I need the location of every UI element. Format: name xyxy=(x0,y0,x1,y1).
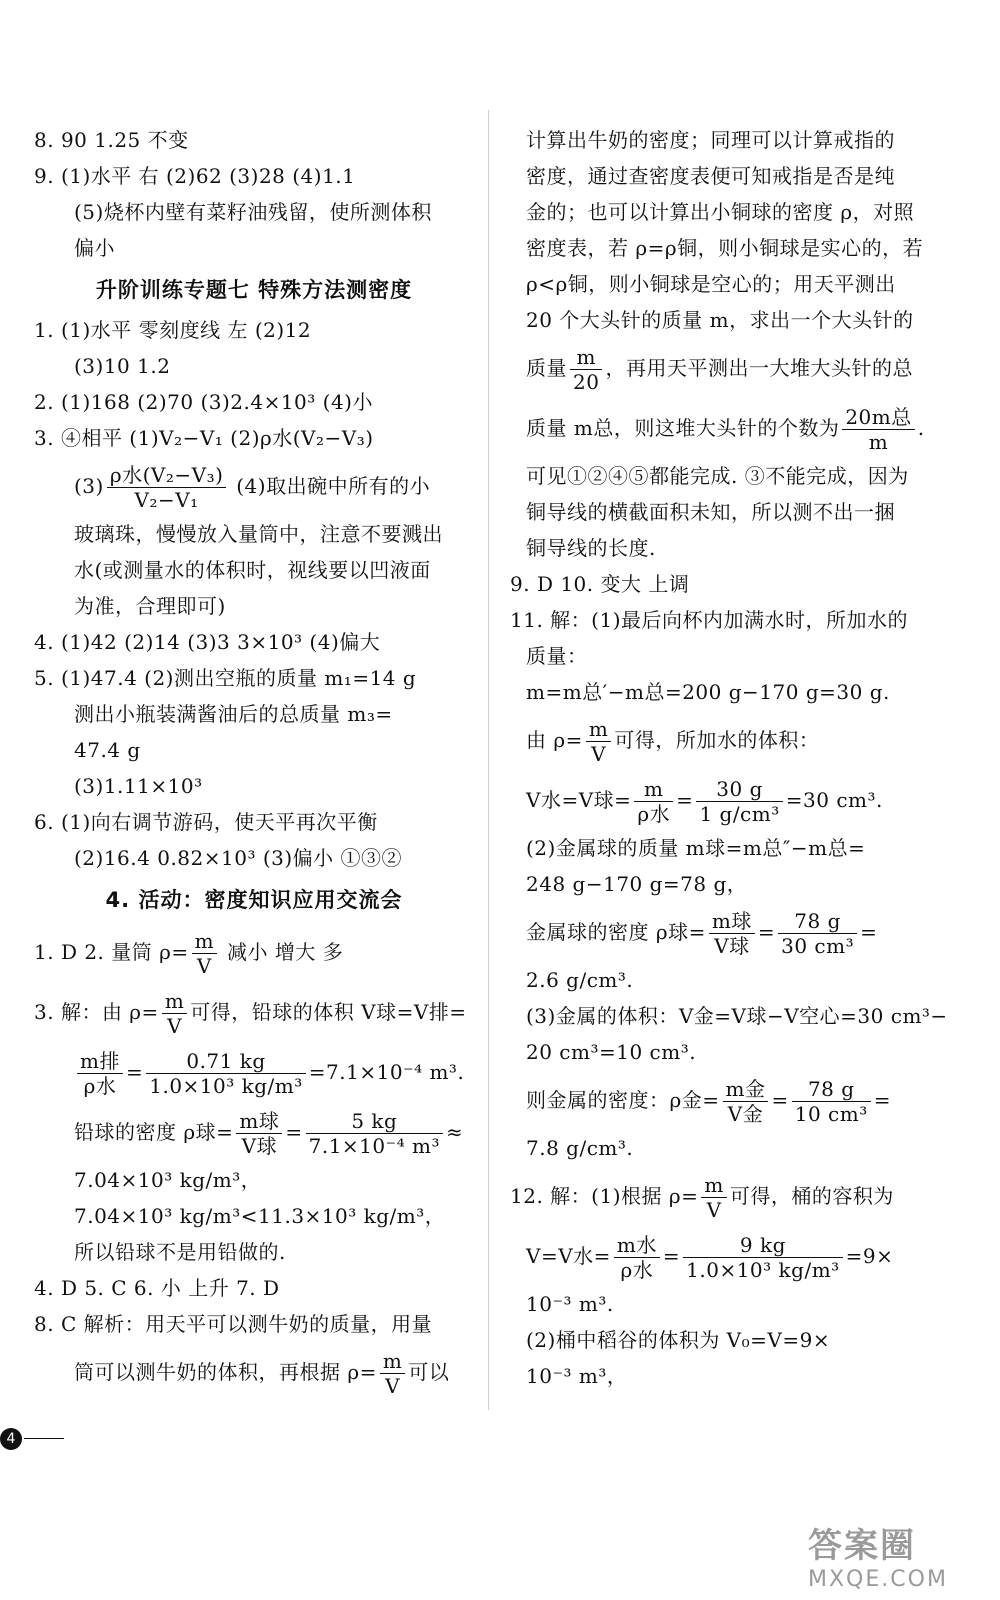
section-title-special-methods: 升阶训练专题七 特殊方法测密度 xyxy=(95,278,413,302)
answer-s7-5-line4: (3)1.11×10³ xyxy=(74,774,203,798)
answer-a-3-line4: 7.04×10³ kg/m³， xyxy=(74,1168,262,1192)
fraction xyxy=(570,345,602,394)
denominator: V₂−V₁ xyxy=(134,488,199,512)
text: 可以 xyxy=(408,1360,450,1384)
denominator: 30 cm³ xyxy=(781,934,855,958)
denominator: V金 xyxy=(727,1102,764,1126)
answer-a-11-line11: 20 cm³=10 cm³. xyxy=(526,1040,697,1064)
text: = xyxy=(662,1244,681,1268)
answer-s7-5-line3: 47.4 g xyxy=(74,738,141,762)
denominator: ρ水 xyxy=(620,1258,654,1282)
text: = xyxy=(285,1120,303,1144)
numerator: 9 kg xyxy=(683,1233,843,1258)
numerator: m xyxy=(192,929,217,954)
answer-9: 9. (1)水平 右 (2)62 (3)28 (4)1.1 xyxy=(34,164,356,188)
fraction xyxy=(709,909,755,958)
numerator: 78 g xyxy=(778,909,857,934)
text: 可得，桶的容积为 xyxy=(729,1184,894,1208)
fraction xyxy=(107,463,227,512)
answer-a-11-line2: 质量： xyxy=(526,644,588,668)
denominator: V xyxy=(385,1374,401,1398)
denominator: 1.0×10³ kg/m³ xyxy=(686,1258,840,1282)
answer-s7-3-line3: 玻璃珠，慢慢放入量筒中，注意不要溅出 xyxy=(74,522,443,546)
answer-a-8-cont-1: 计算出牛奶的密度；同理可以计算戒指的 xyxy=(526,128,895,152)
answer-a-11-line6: (2)金属球的质量 m球=m总″−m总= xyxy=(526,836,866,860)
answer-a-1-2 xyxy=(34,922,474,982)
text: 质量 xyxy=(526,356,567,380)
answer-a-12 xyxy=(510,1166,965,1226)
text: 可得，所加水的体积： xyxy=(614,728,820,752)
answer-a-4-7: 4. D 5. C 6. 小 上升 7. D xyxy=(34,1276,280,1300)
answer-a-9-10: 9. D 10. 变大 上调 xyxy=(510,572,690,596)
answer-a-8-cont-10: 铜导线的横截面积未知，所以测不出一捆 xyxy=(526,500,895,524)
answer-s7-1-line2: (3)10 1.2 xyxy=(74,354,171,378)
numerator: m金 xyxy=(723,1077,769,1102)
numerator: m xyxy=(380,1349,405,1374)
answer-a-3-line2 xyxy=(34,1042,474,1102)
text: 金属球的密度 ρ球= xyxy=(526,920,706,944)
fraction xyxy=(614,1233,660,1282)
answer-a-11: 11. 解：(1)最后向杯内加满水时，所加水的 xyxy=(510,608,908,632)
numerator: 20m总 xyxy=(842,405,914,430)
denominator: V xyxy=(167,1014,183,1038)
text: =30 cm³. xyxy=(785,788,883,812)
answer-s7-5-line2: 测出小瓶装满酱油后的总质量 m₃= xyxy=(74,702,393,726)
answer-a-12-line3: 10⁻³ m³. xyxy=(526,1292,614,1316)
text: = xyxy=(676,788,694,812)
text: ≈ xyxy=(446,1120,464,1144)
answer-a-3-line3 xyxy=(34,1102,474,1162)
answer-a-12-line5: 10⁻³ m³， xyxy=(526,1364,628,1388)
fraction xyxy=(842,405,914,454)
text: =7.1×10⁻⁴ m³. xyxy=(308,1060,465,1084)
fraction xyxy=(683,1233,843,1282)
fraction xyxy=(778,909,857,958)
answer-a-8-cont-8 xyxy=(510,398,965,458)
denominator: m xyxy=(868,430,889,454)
text: 1. D 2. 量筒 ρ= xyxy=(34,940,189,964)
watermark-logo xyxy=(808,1518,988,1592)
answer-a-3-line6: 所以铅球不是用铅做的. xyxy=(74,1240,286,1264)
numerator: ρ水(V₂−V₃) xyxy=(107,463,227,488)
denominator: V球 xyxy=(714,934,750,958)
denominator: 10 cm³ xyxy=(794,1102,868,1126)
answer-a-8: 8. C 解析：用天平可以测牛奶的质量，用量 xyxy=(34,1312,433,1336)
denominator: 1 g/cm³ xyxy=(699,802,780,826)
numerator: m排 xyxy=(77,1049,123,1074)
text: =9× xyxy=(845,1244,894,1268)
answer-a-8-cont-4: 密度表，若 ρ=ρ铜，则小铜球是实心的，若 xyxy=(526,236,924,260)
answer-a-8-cont-7 xyxy=(510,338,965,398)
fraction xyxy=(236,1109,282,1158)
answer-s7-3-line4: 水(或测量水的体积时，视线要以凹液面 xyxy=(74,558,431,582)
text: = xyxy=(873,1088,892,1112)
page-number-rule xyxy=(24,1438,64,1439)
text: (4)取出碗中所有的小 xyxy=(229,474,431,498)
numerator: m xyxy=(701,1173,726,1198)
denominator: 20 xyxy=(573,370,600,394)
answer-s7-3-line2 xyxy=(34,456,474,516)
answer-a-8-line2 xyxy=(34,1342,474,1402)
numerator: 78 g xyxy=(792,1077,871,1102)
numerator: m球 xyxy=(236,1109,282,1134)
denominator: V xyxy=(591,742,607,766)
answer-s7-3-line5: 为准，合理即可) xyxy=(74,594,226,618)
fraction xyxy=(162,989,187,1038)
numerator: 5 kg xyxy=(306,1109,443,1134)
denominator: 1.0×10³ kg/m³ xyxy=(149,1074,303,1098)
answer-a-3-line5: 7.04×10³ kg/m³<11.3×10³ kg/m³， xyxy=(74,1204,446,1228)
text: 质量 m总，则这堆大头针的个数为 xyxy=(526,416,840,440)
text: 12. 解：(1)根据 ρ= xyxy=(510,1184,699,1208)
fraction xyxy=(701,1173,726,1222)
answer-a-12-line2 xyxy=(510,1226,965,1286)
fraction xyxy=(586,717,611,766)
right-column xyxy=(510,122,965,1394)
text: 可得，铅球的体积 V球=V排= xyxy=(190,1000,467,1024)
answer-a-11-line13: 7.8 g/cm³. xyxy=(526,1136,634,1160)
text: 铅球的密度 ρ球= xyxy=(74,1120,234,1144)
numerator: 0.71 kg xyxy=(146,1049,306,1074)
fraction xyxy=(306,1109,443,1158)
text: = xyxy=(757,920,776,944)
page-number: 4 xyxy=(0,1428,22,1450)
numerator: 30 g xyxy=(696,777,782,802)
answer-s7-5: 5. (1)47.4 (2)测出空瓶的质量 m₁=14 g xyxy=(34,666,417,690)
answer-a-8-cont-6: 20 个大头针的质量 m，求出一个大头针的 xyxy=(526,308,914,332)
answer-a-11-line10: (3)金属的体积：V金=V球−V空心=30 cm³− xyxy=(526,1004,948,1028)
numerator: m xyxy=(162,989,187,1014)
answer-a-11-line3: m=m总′−m总=200 g−170 g=30 g. xyxy=(526,680,890,704)
left-column xyxy=(34,122,474,1402)
answer-s7-6-line2: (2)16.4 0.82×10³ (3)偏小 ①③② xyxy=(74,846,403,870)
answer-a-8-cont-9: 可见①②④⑤都能完成. ③不能完成，因为 xyxy=(526,464,909,488)
answer-8: 8. 90 1.25 不变 xyxy=(34,128,189,152)
text: = xyxy=(771,1088,789,1112)
text: = xyxy=(860,920,878,944)
answer-9-line2: (5)烧杯内壁有菜籽油残留，使所测体积 xyxy=(74,200,432,224)
answer-a-8-cont-5: ρ<ρ铜，则小铜球是空心的；用天平测出 xyxy=(526,272,896,296)
text: V水=V球= xyxy=(526,788,632,812)
answer-a-12-line4: (2)桶中稻谷的体积为 V₀=V=9× xyxy=(526,1328,831,1352)
answer-a-11-line8 xyxy=(510,902,965,962)
fraction xyxy=(634,777,673,826)
fraction xyxy=(146,1049,306,1098)
numerator: m球 xyxy=(709,909,755,934)
text: 筒可以测牛奶的体积，再根据 ρ= xyxy=(74,1360,377,1384)
denominator: V xyxy=(196,954,212,978)
fraction xyxy=(696,777,782,826)
text: ，再用天平测出一大堆大头针的总 xyxy=(605,356,913,380)
watermark-url: MXQE.COM xyxy=(808,1567,948,1592)
text: (3) xyxy=(74,474,104,498)
watermark-text: 答案圈 xyxy=(808,1526,916,1566)
answer-a-8-cont-3: 金的；也可以计算出小铜球的密度 ρ，对照 xyxy=(526,200,915,224)
text: V=V水= xyxy=(526,1244,611,1268)
numerator: m水 xyxy=(614,1233,660,1258)
answer-s7-1: 1. (1)水平 零刻度线 左 (2)12 xyxy=(34,318,312,342)
answer-a-11-line12 xyxy=(510,1070,965,1130)
answer-a-11-line9: 2.6 g/cm³. xyxy=(526,968,634,992)
answer-a-8-cont-2: 密度，通过查密度表便可知戒指是否是纯 xyxy=(526,164,895,188)
denominator: V xyxy=(706,1198,722,1222)
denominator: ρ水 xyxy=(83,1074,117,1098)
text: 则金属的密度：ρ金= xyxy=(526,1088,720,1112)
denominator: V球 xyxy=(241,1134,278,1158)
denominator: 7.1×10⁻⁴ m³ xyxy=(308,1134,441,1158)
text: . xyxy=(917,416,925,440)
fraction xyxy=(723,1077,769,1126)
column-divider xyxy=(488,110,489,1410)
fraction xyxy=(380,1349,405,1398)
fraction xyxy=(77,1049,123,1098)
answer-a-11-line4 xyxy=(510,710,965,770)
answer-9-line3: 偏小 xyxy=(74,236,115,260)
text: 减小 增大 多 xyxy=(220,940,344,964)
fraction xyxy=(192,929,217,978)
answer-a-3 xyxy=(34,982,474,1042)
numerator: m xyxy=(586,717,611,742)
answer-a-8-cont-11: 铜导线的长度. xyxy=(526,536,656,560)
answer-s7-6: 6. (1)向右调节游码，使天平再次平衡 xyxy=(34,810,378,834)
text: = xyxy=(125,1060,144,1084)
answer-a-11-line7: 248 g−170 g=78 g， xyxy=(526,872,748,896)
fraction xyxy=(792,1077,871,1126)
answer-s7-3: 3. ④相平 (1)V₂−V₁ (2)ρ水(V₂−V₃) xyxy=(34,426,374,450)
numerator: m xyxy=(570,345,602,370)
answer-s7-4: 4. (1)42 (2)14 (3)3 3×10³ (4)偏大 xyxy=(34,630,381,654)
text: 由 ρ= xyxy=(526,728,583,752)
denominator: ρ水 xyxy=(637,802,671,826)
section-title-activity: 4. 活动：密度知识应用交流会 xyxy=(105,888,403,912)
answer-s7-2: 2. (1)168 (2)70 (3)2.4×10³ (4)小 xyxy=(34,390,373,414)
answer-a-11-line5 xyxy=(510,770,965,830)
numerator: m xyxy=(634,777,673,802)
text: 3. 解：由 ρ= xyxy=(34,1000,159,1024)
